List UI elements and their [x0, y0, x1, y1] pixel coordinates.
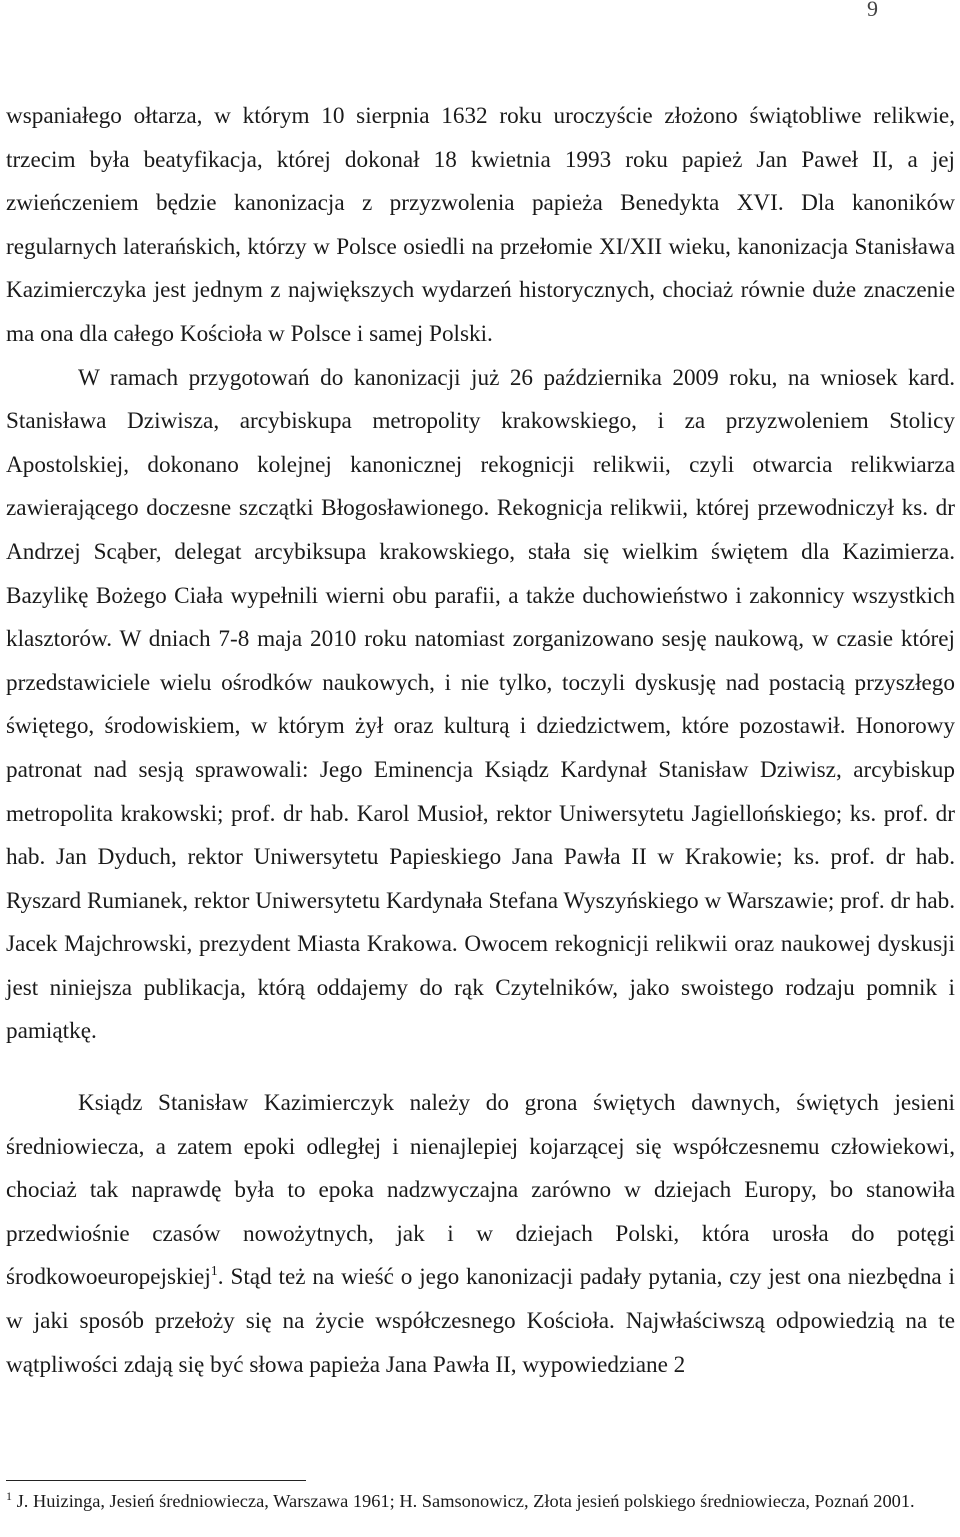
paragraph-3-text-a: Ksiądz Stanisław Kazimierczyk należy do grona świętych dawnych, świętych jesieni średniowiecza, a zatem epoki odległej i nienajlepiej kojarzącej się współczesnemu człowiekowi, chociaż tak naprawdę była to epoka nadzwyczajna zarówno w dziejach Europy, bo stanowiła przedwiośnie czasów nowożytnych, jak i w dziejach Polski, która urosła do potęgi środkowoeuropejskiej — [6, 1090, 955, 1291]
paragraph-3-text-b: . Stąd też na wieść o jego kanonizacji padały pytania, czy jest ona niezbędna i w jaki sposób przełoży się na życie współczesnego Kościoła. Najwłaściwszą odpowiedzią na te wątpliwości zdają się być słowa papieża Jana Pawła II, wypowiedziane 2 — [6, 1264, 955, 1378]
paragraph-2: W ramach przygotowań do kanonizacji już 26 października 2009 roku, na wniosek kard. Stanisława Dziwisza, arcybiskupa metropolity krakowskiego, i za przyzwoleniem Stolicy Apostolskiej, dokonano kolejnej kanonicznej rekognicji relikwii, czyli otwarcia relikwiarza zawierającego doczesne szczątki Błogosławionego. Rekognicja relikwii, której przewodniczył ks. dr Andrzej Scąber, delegat arcybiksupa krakowskiego, stała się wielkim świętem dla Kazimierza. Bazylikę Bożego Ciała wypełnili wierni obu parafii, a także duchowieństwo i zakonnicy wszystkich klasztorów. W dniach 7-8 maja 2010 roku natomiast zorganizowano sesję naukową, w czasie której przedstawiciele wielu ośrodków naukowych, i nie tylko, toczyli dyskusję nad postacią przyszłego świętego, środowiskiem, w którym żył oraz kulturą i dziedzictwem, które pozostawił. Honorowy patronat nad sesją sprawowali: Jego Eminencja Ksiądz Kardynał Stanisław Dziwisz, arcybiskup metropolita krakowski; prof. dr hab. Karol Musioł, rektor Uniwersytetu Jagiellońskiego; ks. prof. dr hab. Jan Dyduch, rektor Uniwersytetu Papieskiego Jana Pawła II w Krakowie; ks. prof. dr hab. Ryszard Rumianek, rektor Uniwersytetu Kardynała Stefana Wyszyńskiego w Warszawie; prof. dr hab. Jacek Majchrowski, prezydent Miasta Krakowa. Owocem rekognicji relikwii oraz naukowej dyskusji jest niniejsza publikacja, którą oddajemy do rąk Czytelników, jako swoistego rodzaju pomnik i pamiątkę. — [6, 364, 955, 1045]
footnote-divider — [6, 1480, 306, 1481]
main-text — [6, 95, 955, 1387]
paragraph-3 — [6, 1082, 955, 1387]
footnote — [6, 1489, 955, 1514]
footnote-text: J. Huizinga, Jesień średniowiecza, Warszawa 1961; H. Samsonowicz, Złota jesień polskiego średniowiecza, Poznań 2001. — [12, 1491, 915, 1511]
paragraph-1: wspaniałego ołtarza, w którym 10 sierpnia 1632 roku uroczyście złożono świątobliwe relikwie, trzecim była beatyfikacja, której dokonał 18 kwietnia 1993 roku papież Jan Paweł II, a jej zwieńczeniem będzie kanonizacja z przyzwolenia papieża Benedykta XVI. Dla kanoników regularnych laterańskich, którzy w Polsce osiedli na przełomie XI/XII wieku, kanonizacja Stanisława Kazimierczyka jest jednym z największych wydarzeń historycznych, chociaż równie duże znaczenie ma ona dla całego Kościoła w Polsce i samej Polski. — [6, 103, 955, 347]
page-number: 9 — [867, 0, 878, 21]
footnote-number: 1 — [6, 1489, 12, 1503]
footnote-reference[interactable]: 1 — [210, 1264, 218, 1280]
